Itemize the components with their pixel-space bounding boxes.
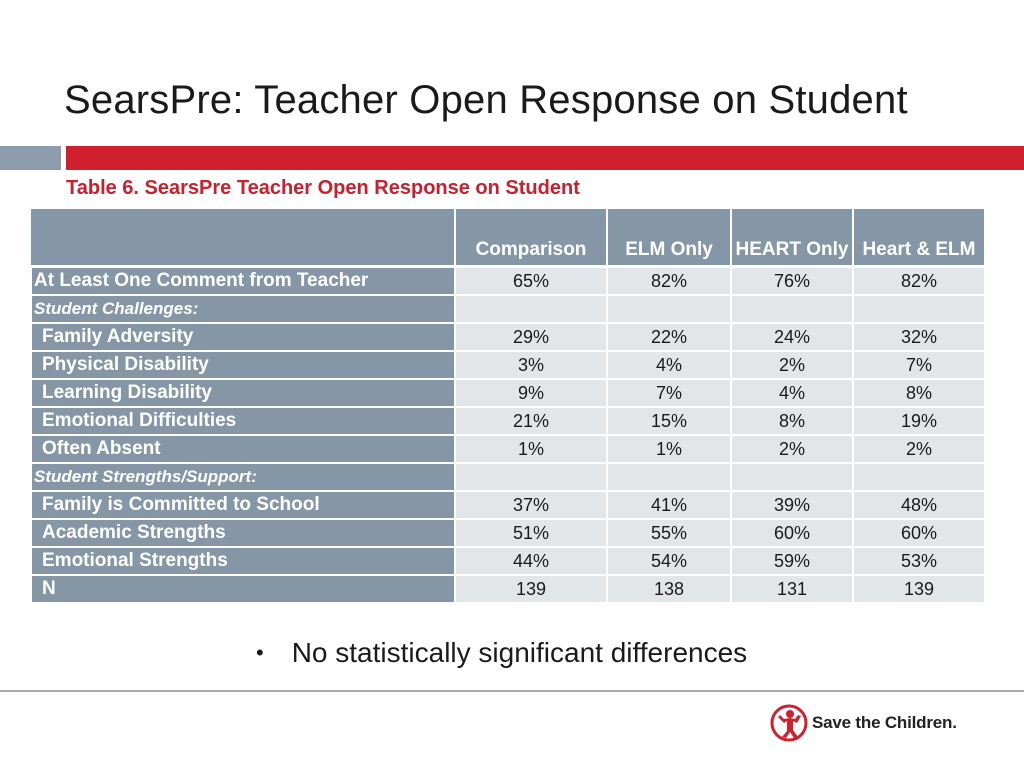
table-row [31, 407, 985, 435]
cell-heart-and-elm: 7% [853, 351, 985, 379]
cell-comparison: 9% [455, 379, 607, 407]
cell-heart-only: 24% [731, 323, 853, 351]
cell-heart-and-elm: 19% [853, 407, 985, 435]
row-label: Often Absent [31, 435, 455, 463]
cell-comparison: 21% [455, 407, 607, 435]
cell-elm-only: 82% [607, 267, 731, 296]
table-row [31, 435, 985, 463]
table-row [31, 295, 985, 323]
header-heart-only: HEART Only [731, 209, 853, 267]
cell-heart-and-elm [853, 295, 985, 323]
save-the-children-logo [770, 703, 957, 743]
cell-elm-only: 55% [607, 519, 731, 547]
cell-comparison: 65% [455, 267, 607, 296]
cell-comparison: 3% [455, 351, 607, 379]
cell-heart-only: 76% [731, 267, 853, 296]
header-comparison: Comparison [455, 209, 607, 267]
cell-elm-only: 15% [607, 407, 731, 435]
cell-heart-only: 8% [731, 407, 853, 435]
cell-heart-only: 2% [731, 351, 853, 379]
table-header-row [31, 209, 985, 267]
row-label: Emotional Difficulties [31, 407, 455, 435]
child-figure-icon [770, 704, 808, 742]
cell-heart-only: 4% [731, 379, 853, 407]
cell-elm-only: 1% [607, 435, 731, 463]
table-row [31, 519, 985, 547]
row-label: Physical Disability [31, 351, 455, 379]
cell-elm-only: 4% [607, 351, 731, 379]
row-label: Learning Disability [31, 379, 455, 407]
cell-heart-only: 2% [731, 435, 853, 463]
table-caption: Table 6. SearsPre Teacher Open Response on Student [66, 177, 580, 199]
cell-elm-only: 41% [607, 491, 731, 519]
cell-heart-only: 39% [731, 491, 853, 519]
cell-heart-only: 59% [731, 547, 853, 575]
cell-comparison: 1% [455, 435, 607, 463]
row-label: Family is Committed to School [31, 491, 455, 519]
cell-heart-only: 60% [731, 519, 853, 547]
bullet-dot-icon: • [256, 640, 264, 665]
cell-heart-and-elm: 32% [853, 323, 985, 351]
footer-divider [0, 690, 1024, 692]
cell-heart-and-elm [853, 463, 985, 491]
row-label: At Least One Comment from Teacher [31, 267, 455, 296]
bullet-text: No statistically significant differences [291, 637, 748, 668]
slide-title: SearsPre: Teacher Open Response on Student [64, 78, 908, 122]
row-label: Academic Strengths [31, 519, 455, 547]
cell-elm-only [607, 295, 731, 323]
cell-comparison: 29% [455, 323, 607, 351]
cell-heart-and-elm: 82% [853, 267, 985, 296]
table-row [31, 547, 985, 575]
results-table [30, 209, 986, 604]
header-heart-and-elm: Heart & ELM [853, 209, 985, 267]
header-elm-only: ELM Only [607, 209, 731, 267]
table-row [31, 491, 985, 519]
cell-heart-and-elm: 8% [853, 379, 985, 407]
title-accent-red-bar [66, 146, 1024, 170]
table-row [31, 351, 985, 379]
section-label: Student Strengths/Support: [31, 463, 455, 491]
header-empty [31, 209, 455, 267]
cell-elm-only: 138 [607, 575, 731, 603]
cell-heart-only [731, 463, 853, 491]
cell-comparison [455, 295, 607, 323]
cell-heart-only [731, 295, 853, 323]
cell-heart-and-elm: 48% [853, 491, 985, 519]
table-row [31, 463, 985, 491]
table-row [31, 267, 985, 296]
cell-heart-and-elm: 60% [853, 519, 985, 547]
cell-heart-and-elm: 2% [853, 435, 985, 463]
row-label: Emotional Strengths [31, 547, 455, 575]
cell-heart-and-elm: 53% [853, 547, 985, 575]
cell-comparison: 51% [455, 519, 607, 547]
logo-text: Save the Children. [812, 713, 957, 732]
cell-comparison: 44% [455, 547, 607, 575]
cell-elm-only [607, 463, 731, 491]
cell-comparison: 139 [455, 575, 607, 603]
row-label: Family Adversity [31, 323, 455, 351]
cell-elm-only: 22% [607, 323, 731, 351]
cell-elm-only: 54% [607, 547, 731, 575]
table-row [31, 575, 985, 603]
cell-comparison: 37% [455, 491, 607, 519]
cell-elm-only: 7% [607, 379, 731, 407]
title-accent-gray-bar [0, 146, 61, 170]
cell-comparison [455, 463, 607, 491]
section-label: Student Challenges: [31, 295, 455, 323]
row-label: N [31, 575, 455, 603]
cell-heart-and-elm: 139 [853, 575, 985, 603]
table-row [31, 379, 985, 407]
table-row [31, 323, 985, 351]
bullet-point [256, 637, 747, 669]
cell-heart-only: 131 [731, 575, 853, 603]
